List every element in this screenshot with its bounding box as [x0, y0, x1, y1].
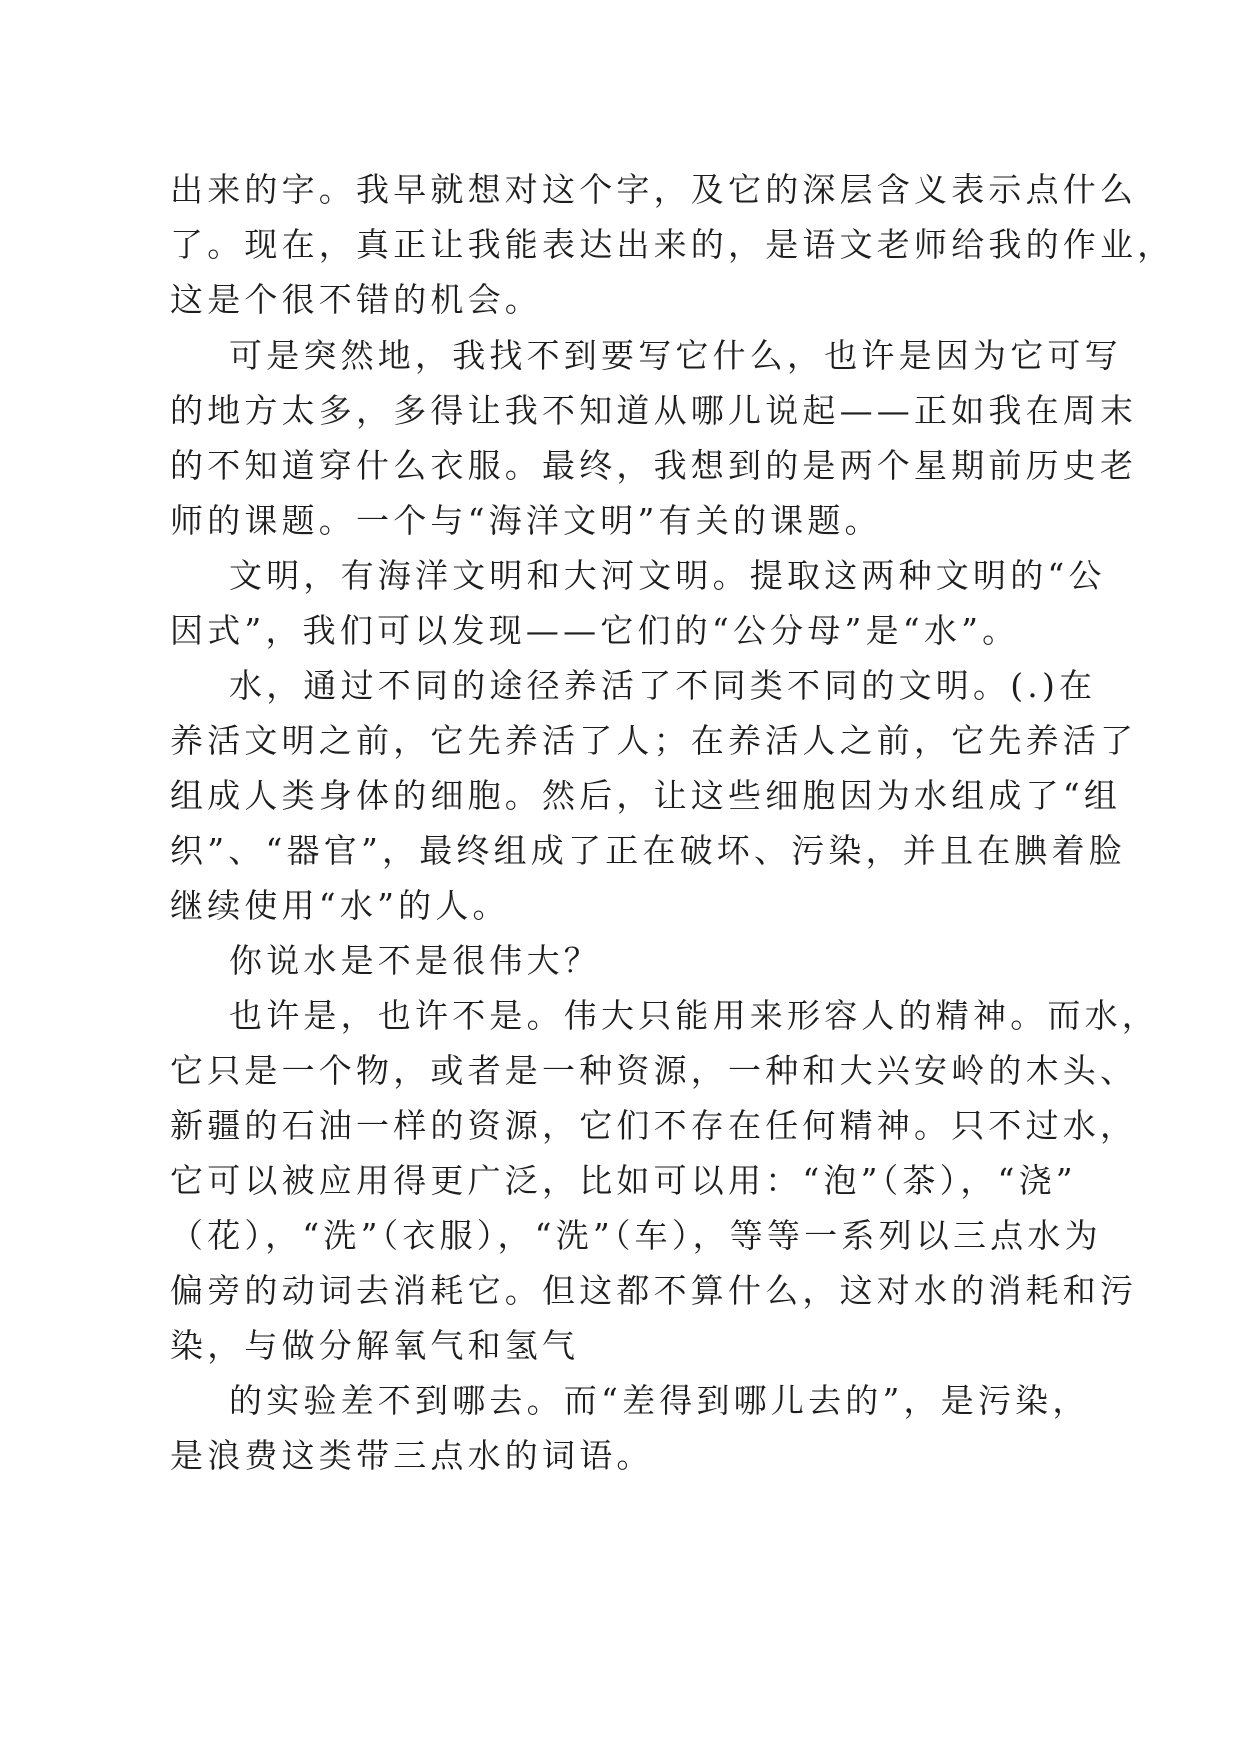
paragraph-start-line: 可是突然地，我找不到要写它什么，也许是因为它可写 — [229, 336, 1122, 375]
paragraph-start-line: 水，通过不同的途径养活了不同类不同的文明。(.)在 — [229, 666, 1097, 705]
text-line: 的地方太多，多得让我不知道从哪儿说起——正如我在周末 — [170, 391, 1138, 430]
text-line: 这是个很不错的机会。 — [170, 280, 542, 319]
text-line: 了。现在，真正让我能表达出来的，是语文老师给我的作业， — [170, 225, 1175, 264]
paragraph-start-line: 也许是，也许不是。伟大只能用来形容人的精神。而水， — [229, 996, 1159, 1035]
text-line: 偏旁的动词去消耗它。但这都不算什么，这对水的消耗和污 — [170, 1271, 1138, 1310]
text-line: 养活文明之前，它先养活了人；在养活人之前，它先养活了 — [170, 721, 1138, 760]
text-line: 是浪费这类带三点水的词语。 — [170, 1436, 654, 1475]
text-line: 因式”，我们可以发现——它们的“公分母”是“水”。 — [170, 611, 1020, 650]
text-line: 继续使用“水”的人。 — [170, 886, 510, 925]
text-line: 师的课题。一个与“海洋文明”有关的课题。 — [170, 501, 882, 540]
paragraph-start-line: 你说水是不是很伟大？ — [229, 941, 601, 980]
text-line: 染，与做分解氧气和氢气 — [170, 1326, 580, 1365]
text-line: 新疆的石油一样的资源，它们不存在任何精神。只不过水， — [170, 1106, 1138, 1145]
text-line: 它可以被应用得更广泛，比如可以用：“泡”（茶），“浇” — [170, 1161, 1077, 1200]
paragraph-start-line: 的实验差不到哪去。而“差得到哪儿去的”，是污染， — [229, 1381, 1090, 1420]
text-line: 织”、“器官”，最终组成了正在破坏、污染，并且在腆着脸 — [170, 831, 1127, 870]
text-line: 的不知道穿什么衣服。最终，我想到的是两个星期前历史老 — [170, 446, 1138, 485]
text-line: 组成人类身体的细胞。然后，让这些细胞因为水组成了“组 — [170, 776, 1122, 815]
text-line: 它只是一个物，或者是一种资源，一种和大兴安岭的木头、 — [170, 1051, 1138, 1090]
text-line: （花），“洗”（衣服），“洗”（车），等等一系列以三点水为 — [170, 1216, 1102, 1255]
paragraph-start-line: 文明，有海洋文明和大河文明。提取这两种文明的“公 — [229, 556, 1106, 595]
text-line: 出来的字。我早就想对这个字，及它的深层含义表示点什么 — [170, 170, 1138, 209]
